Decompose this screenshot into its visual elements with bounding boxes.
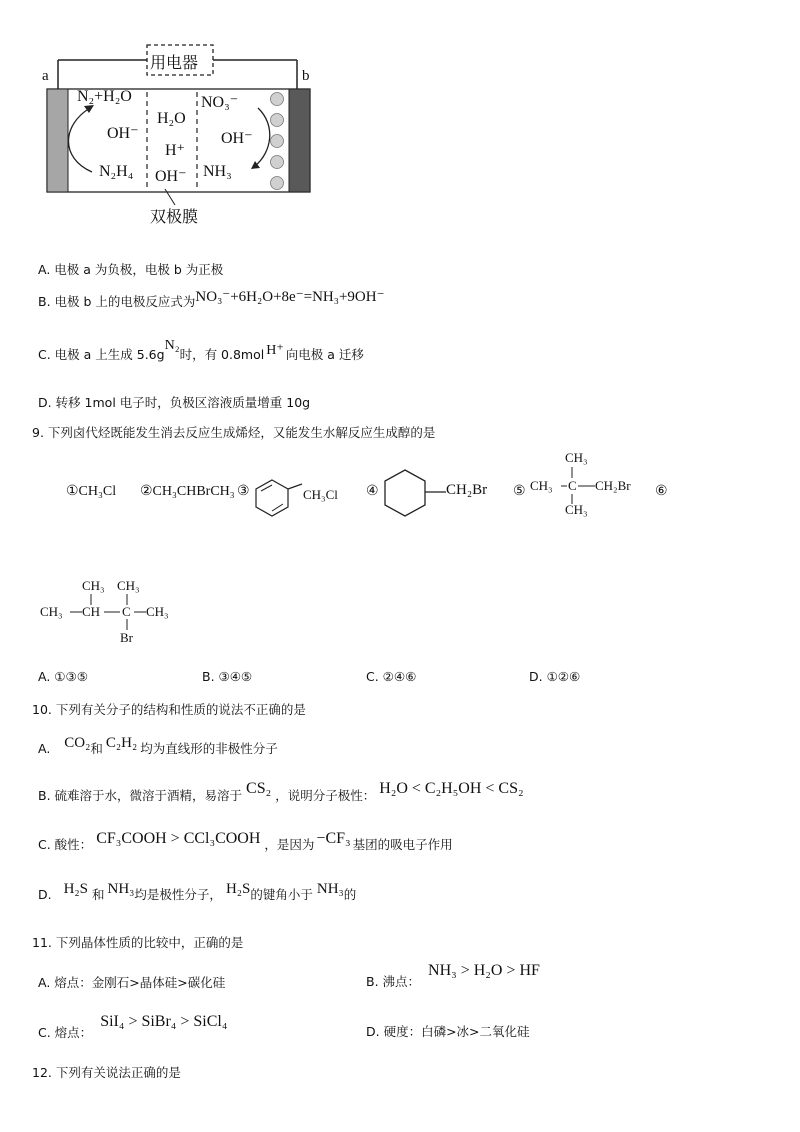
cyclohexane-ring-structure	[378, 466, 453, 528]
q9-stem: 9. 下列卤代烃既能发生消去反应生成烯烃，又能发生水解反应生成醇的是	[32, 425, 436, 440]
q9-option-d: D. ①②⑥	[529, 669, 581, 684]
compound-5-bonds	[555, 465, 600, 505]
q8-option-b	[38, 289, 385, 311]
q9-compound-6-ch: CH	[82, 604, 101, 619]
q9-compound-4-num: ④	[366, 484, 379, 499]
q8-option-b-formula: NO₃⁻+6H₂O+8e⁻=NH₃+9OH⁻	[195, 289, 385, 305]
q9-compound-3-num: ③	[237, 484, 250, 499]
electrode-b-label: b	[302, 68, 310, 84]
left-chamber-bottom: N₂H₄	[99, 163, 134, 180]
q11-option-b-formula: NH₃ > H₂O > HF	[428, 962, 540, 979]
q10-option-d-formula4: NH₃	[316, 881, 344, 897]
q10-option-b-formula1: CS₂	[246, 780, 272, 797]
q10-option-b	[38, 779, 524, 803]
right-chamber-ion: OH⁻	[221, 130, 253, 147]
q10-option-d	[38, 879, 357, 902]
q9-compound-6-right: CH₃	[146, 604, 169, 619]
q12-stem: 12. 下列有关说法正确的是	[32, 1065, 181, 1080]
q9-compound-6-ch3-b: CH₃	[117, 578, 140, 593]
gas-bubbles	[271, 93, 284, 190]
q9-compound-6-left: CH₃	[40, 604, 63, 619]
q8-option-b-text: B. 电极 b 上的电极反应式为	[38, 294, 196, 309]
q10-option-c	[38, 829, 453, 852]
q11-stem: 11. 下列晶体性质的比较中，正确的是	[32, 935, 244, 950]
q10-option-a	[38, 733, 278, 756]
q10-option-d-formula1: H₂S	[63, 881, 88, 897]
right-chamber-bottom: NH₃	[203, 163, 232, 180]
q8-option-d: D. 转移 1mol 电子时，负极区溶液质量增重 10g	[38, 395, 311, 410]
q10-option-a-label: A.	[38, 741, 51, 756]
left-chamber-ion: OH⁻	[107, 125, 139, 142]
q11-option-a: A. 熔点：金刚石>晶体硅>碳化硅	[38, 975, 226, 990]
right-chamber-top: NO₃⁻	[201, 94, 239, 111]
q9-compound-6-ch3-a: CH₃	[82, 578, 105, 593]
q10-option-d-and: 和	[92, 887, 105, 902]
q10-option-a-formula2: C₂H₂	[105, 735, 138, 751]
q9-compound-6-br: Br	[120, 630, 133, 645]
q10-option-c-text: C. 酸性：	[38, 837, 93, 852]
q10-option-a-text: 均为直线形的非极性分子	[140, 741, 278, 756]
membrane-label: 双极膜	[150, 207, 199, 226]
q9-compound-5-num: ⑤	[513, 484, 526, 499]
q9-compound-5-center: C	[568, 478, 577, 493]
electrode-b	[289, 89, 310, 192]
q8-option-c-text1: C. 电极 a 上生成 5.6g	[38, 347, 165, 362]
q9-compound-4-substituent: CH₂Br	[446, 482, 488, 498]
right-reaction-arrow	[255, 108, 270, 166]
q10-option-d-formula3: H₂S	[225, 881, 251, 897]
q10-option-d-formula2: NH₃	[107, 881, 135, 897]
q11-option-c-text: C. 熔点：	[38, 1025, 93, 1040]
q9-option-c: C. ②④⑥	[366, 669, 417, 684]
q8-option-c-formula1: N₂	[164, 338, 180, 353]
membrane-water: H₂O	[157, 110, 186, 127]
q8-option-a: A. 电极 a 为负极，电极 b 为正极	[38, 262, 224, 277]
q9-compound-6-c: C	[122, 604, 131, 619]
q10-stem: 10. 下列有关分子的结构和性质的说法不正确的是	[32, 702, 306, 717]
electrode-a	[47, 89, 68, 192]
q9-compound-3-substituent: CH₃Cl	[303, 487, 338, 502]
q8-option-c-text3: 向电极 a 迁移	[285, 347, 364, 362]
q9-compound-5-right: CH₂Br	[595, 478, 631, 493]
membrane-proton: H⁺	[165, 142, 185, 159]
q10-option-c-mid: ，是因为	[264, 837, 315, 852]
q10-option-d-text2: 的键角小于	[250, 887, 313, 902]
q9-compound-1: ①CH₃Cl	[66, 484, 117, 499]
q8-option-c	[38, 338, 364, 364]
q9-compound-2: ②CH₃CHBrCH₃	[140, 484, 235, 499]
electrochemical-cell-diagram	[0, 0, 340, 230]
q11-option-c-formula: SiI₄ > SiBr₄ > SiCl₄	[100, 1013, 228, 1030]
benzene-ring-structure	[250, 474, 310, 524]
q10-option-c-end: 基团的吸电子作用	[352, 837, 453, 852]
q10-option-d-end: 的	[343, 887, 357, 902]
q9-compound-5-bottom: CH₃	[565, 502, 588, 517]
left-reaction-arrow	[69, 108, 93, 172]
q9-option-a: A. ①③⑤	[38, 669, 88, 684]
membrane-hydroxide: OH⁻	[155, 168, 187, 185]
q9-compound-5-top: CH₃	[565, 450, 588, 465]
q10-option-b-formula2: H₂O < C₂H₅OH < CS₂	[379, 780, 524, 797]
q8-option-c-formula2: H⁺	[266, 343, 284, 358]
q10-option-b-text: B. 硫难溶于水，微溶于酒精，易溶于	[38, 788, 243, 803]
q9-compound-6-num: ⑥	[655, 484, 668, 499]
q10-option-b-mid: ，说明分子极性：	[275, 788, 376, 803]
q8-option-c-text2: 时，有 0.8mol	[179, 347, 265, 362]
q11-option-c	[38, 1012, 228, 1040]
q10-option-a-formula1: CO₂	[64, 735, 91, 751]
q11-option-b	[366, 961, 540, 989]
q10-option-c-formula1: CF₃COOH > CCl₃COOH	[96, 830, 261, 847]
q11-option-d: D. 硬度：白磷>冰>二氧化硅	[366, 1024, 530, 1039]
load-label: 用电器	[150, 53, 199, 72]
left-chamber-top: N₂+H₂O	[77, 88, 132, 105]
q9-compound-5-left: CH₃	[530, 478, 553, 493]
q10-option-a-and: 和	[90, 741, 103, 756]
q9-option-b: B. ③④⑤	[202, 669, 253, 684]
q10-option-d-text1: 均是极性分子，	[134, 887, 222, 902]
q10-option-d-label: D.	[38, 887, 52, 902]
q10-option-c-formula2: −CF₃	[316, 830, 351, 847]
compound-6-bonds	[60, 588, 150, 633]
electrode-a-label: a	[42, 68, 49, 84]
q11-option-b-text: B. 沸点：	[366, 974, 421, 989]
